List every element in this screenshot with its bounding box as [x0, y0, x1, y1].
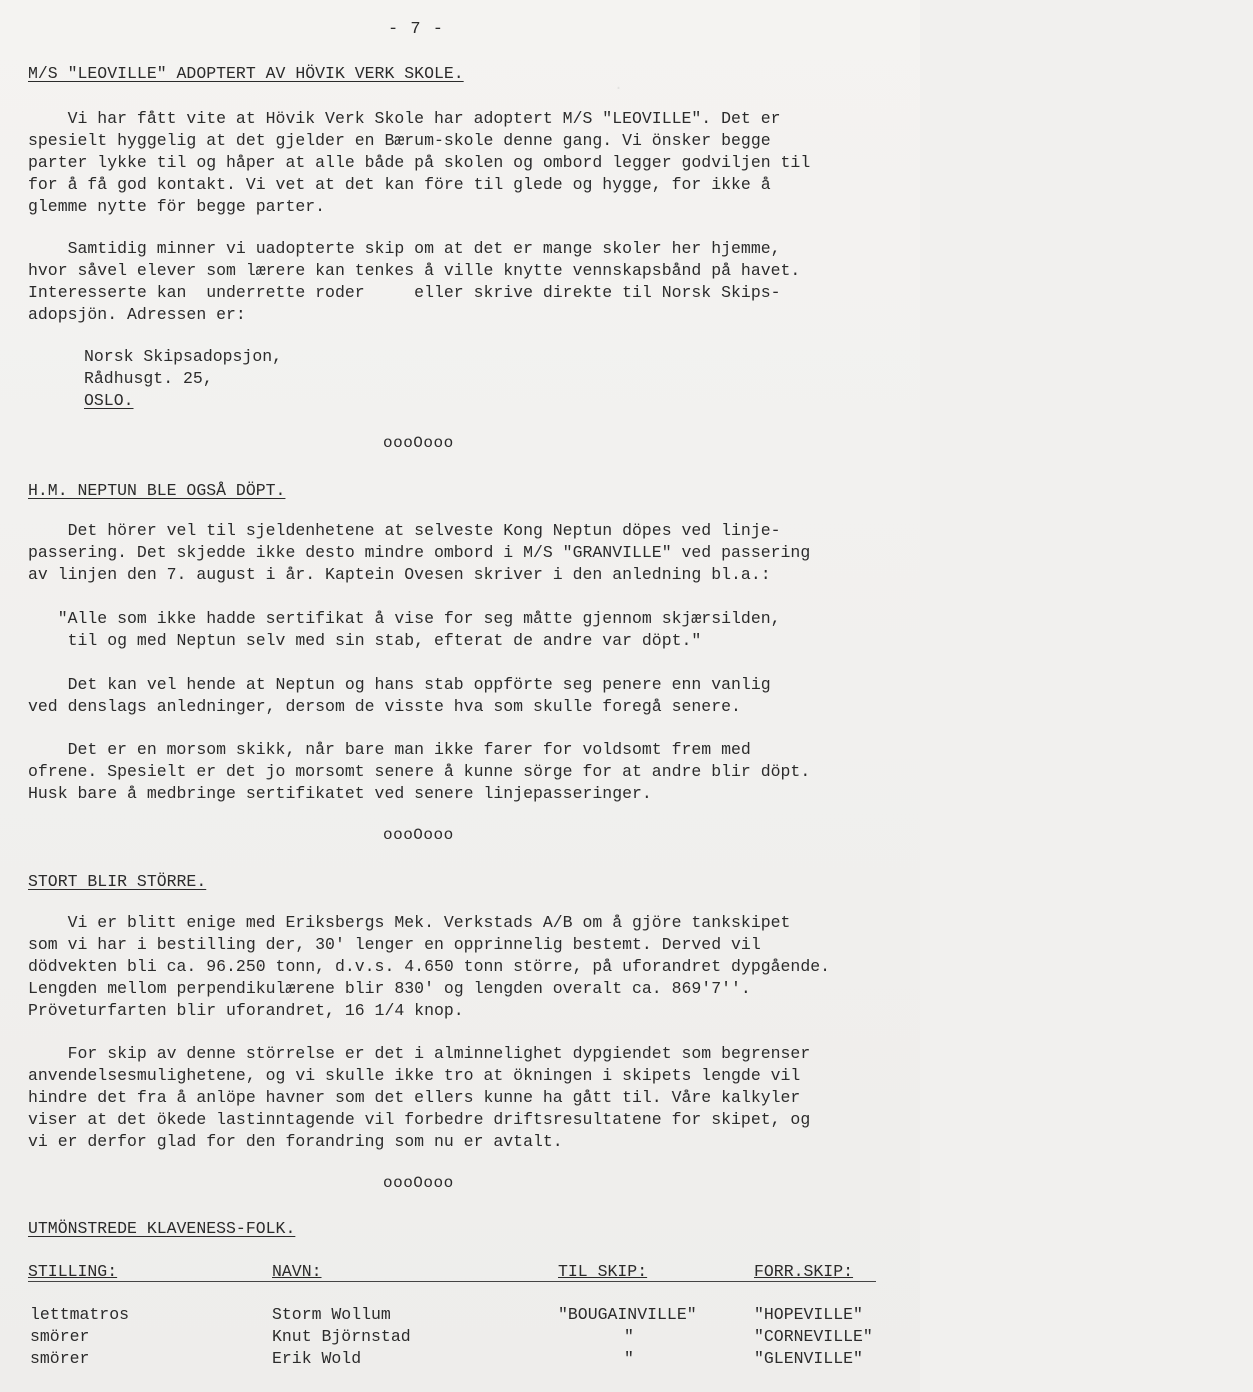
- text-line: Det kan vel hende at Neptun og hans stab oppförte seg penere enn vanlig: [28, 675, 771, 694]
- column-header-forr-skip: FORR.SKIP:: [754, 1262, 854, 1281]
- text-line: Vi er blitt enige med Eriksbergs Mek. Verkstads A/B om å gjöre tankskipet: [28, 913, 791, 932]
- text-line: anvendelsesmulighetene, og vi skulle ikke tro at ökningen i skipets lengde vil: [28, 1066, 801, 1085]
- table-cell: smörer: [30, 1327, 90, 1346]
- text-line: Husk bare å medbringe sertifikatet ved senere linjepasseringer.: [28, 784, 652, 803]
- text-line: av linjen den 7. august i år. Kaptein Ovesen skriver i den anledning bl.a.:: [28, 565, 771, 584]
- address-line: Norsk Skipsadopsjon,: [84, 347, 283, 366]
- text-line: som vi har i bestilling der, 30' lenger en opprinnelig bestemt. Derved vil: [28, 935, 761, 954]
- address-line: OSLO.: [84, 391, 134, 410]
- paragraph-stort-2: [28, 1043, 918, 1153]
- paragraph-neptun-2: [28, 674, 918, 718]
- column-header-navn: NAVN:: [272, 1262, 322, 1281]
- table-cell: "CORNEVILLE": [754, 1327, 873, 1346]
- text-line: vi er derfor glad for den forandring som nu er avtalt.: [28, 1132, 563, 1151]
- text-line: ved denslags anledninger, dersom de visste hva som skulle foregå senere.: [28, 697, 741, 716]
- text-line: dödvekten bli ca. 96.250 tonn, d.v.s. 4.650 tonn större, på uforandret dypgående.: [28, 957, 831, 976]
- column-header-til-skip: TIL SKIP:: [558, 1262, 648, 1281]
- address-block: [84, 346, 282, 412]
- text-line: "Alle som ikke hadde sertifikat å vise for seg måtte gjennom skjærsilden,: [28, 609, 781, 628]
- table-cell: "GLENVILLE": [754, 1349, 863, 1368]
- table-header-rule: [28, 1281, 876, 1282]
- text-line: Interesserte kan underrette roder eller skrive direkte til Norsk Skips-: [28, 283, 781, 302]
- table-cell: ": [624, 1349, 634, 1368]
- text-line: glemme nytte för begge parter.: [28, 197, 326, 216]
- text-line: Vi har fått vite at Hövik Verk Skole har adoptert M/S "LEOVILLE". Det er: [28, 109, 781, 128]
- table-cell: ": [624, 1327, 634, 1346]
- section-heading-leoville: M/S "LEOVILLE" ADOPTERT AV HÖVIK VERK SKOLE.: [28, 64, 464, 83]
- text-line: parter lykke til og håper at alle både på skolen og ombord legger godviljen til: [28, 153, 811, 172]
- table-cell: lettmatros: [30, 1305, 130, 1324]
- table-cell: "BOUGAINVILLE": [558, 1305, 697, 1324]
- text-line: Det hörer vel til sjeldenhetene at selveste Kong Neptun döpes ved linje-: [28, 521, 781, 540]
- text-line: hvor såvel elever som lærere kan tenkes å ville knytte vennskapsbånd på havet.: [28, 261, 801, 280]
- section-heading-stort: STORT BLIR STÖRRE.: [28, 872, 207, 891]
- separator: oooOooo: [383, 1174, 454, 1192]
- text-line: viser at det ökede lastinntagende vil forbedre driftsresultatene for skipet, og: [28, 1110, 811, 1129]
- table-heading: UTMÖNSTREDE KLAVENESS-FOLK.: [28, 1219, 296, 1238]
- text-line: passering. Det skjedde ikke desto mindre ombord i M/S "GRANVILLE" ved passering: [28, 543, 811, 562]
- text-line: adopsjön. Adressen er:: [28, 305, 246, 324]
- text-line: hindre det fra å anlöpe havner som det ellers kunne ha gått til. Våre kalkyler: [28, 1088, 801, 1107]
- section-heading-neptun: H.M. NEPTUN BLE OGSÅ DÖPT.: [28, 481, 286, 500]
- text-line: Det er en morsom skikk, når bare man ikke farer for voldsomt frem med: [28, 740, 751, 759]
- paragraph-neptun-3: [28, 739, 918, 805]
- text-line: Samtidig minner vi uadopterte skip om at det er mange skoler her hjemme,: [28, 239, 781, 258]
- paragraph-leoville-2: [28, 238, 918, 326]
- paragraph-leoville-1: [28, 108, 918, 218]
- paragraph-stort-1: [28, 912, 918, 1022]
- page-number: - 7 -: [388, 20, 445, 39]
- table-cell: Knut Björnstad: [272, 1327, 411, 1346]
- address-line: Rådhusgt. 25,: [84, 369, 213, 388]
- text-line: ofrene. Spesielt er det jo morsomt senere å kunne sörge for at andre blir döpt.: [28, 762, 811, 781]
- text-line: spesielt hyggelig at det gjelder en Bærum-skole denne gang. Vi önsker begge: [28, 131, 771, 150]
- text-line: For skip av denne störrelse er det i alminnelighet dypgiendet som begrenser: [28, 1044, 811, 1063]
- text-line: Lengden mellom perpendikulærene blir 830' og lengden overalt ca. 869'7''.: [28, 979, 751, 998]
- separator: oooOooo: [383, 826, 454, 844]
- text-line: for å få god kontakt. Vi vet at det kan före til glede og hygge, for ikke å: [28, 175, 771, 194]
- table-cell: "HOPEVILLE": [754, 1305, 863, 1324]
- column-header-stilling: STILLING:: [28, 1262, 118, 1281]
- text-line: Pröveturfarten blir uforandret, 16 1/4 knop.: [28, 1001, 464, 1020]
- paragraph-neptun-quote: [28, 608, 918, 652]
- text-line: til og med Neptun selv med sin stab, efterat de andre var döpt.": [28, 631, 702, 650]
- table-cell: Erik Wold: [272, 1349, 362, 1368]
- paragraph-neptun-1: [28, 520, 918, 586]
- table-cell: Storm Wollum: [272, 1305, 391, 1324]
- table-cell: smörer: [30, 1349, 90, 1368]
- show-through: .: [614, 77, 624, 94]
- separator: oooOooo: [383, 434, 454, 452]
